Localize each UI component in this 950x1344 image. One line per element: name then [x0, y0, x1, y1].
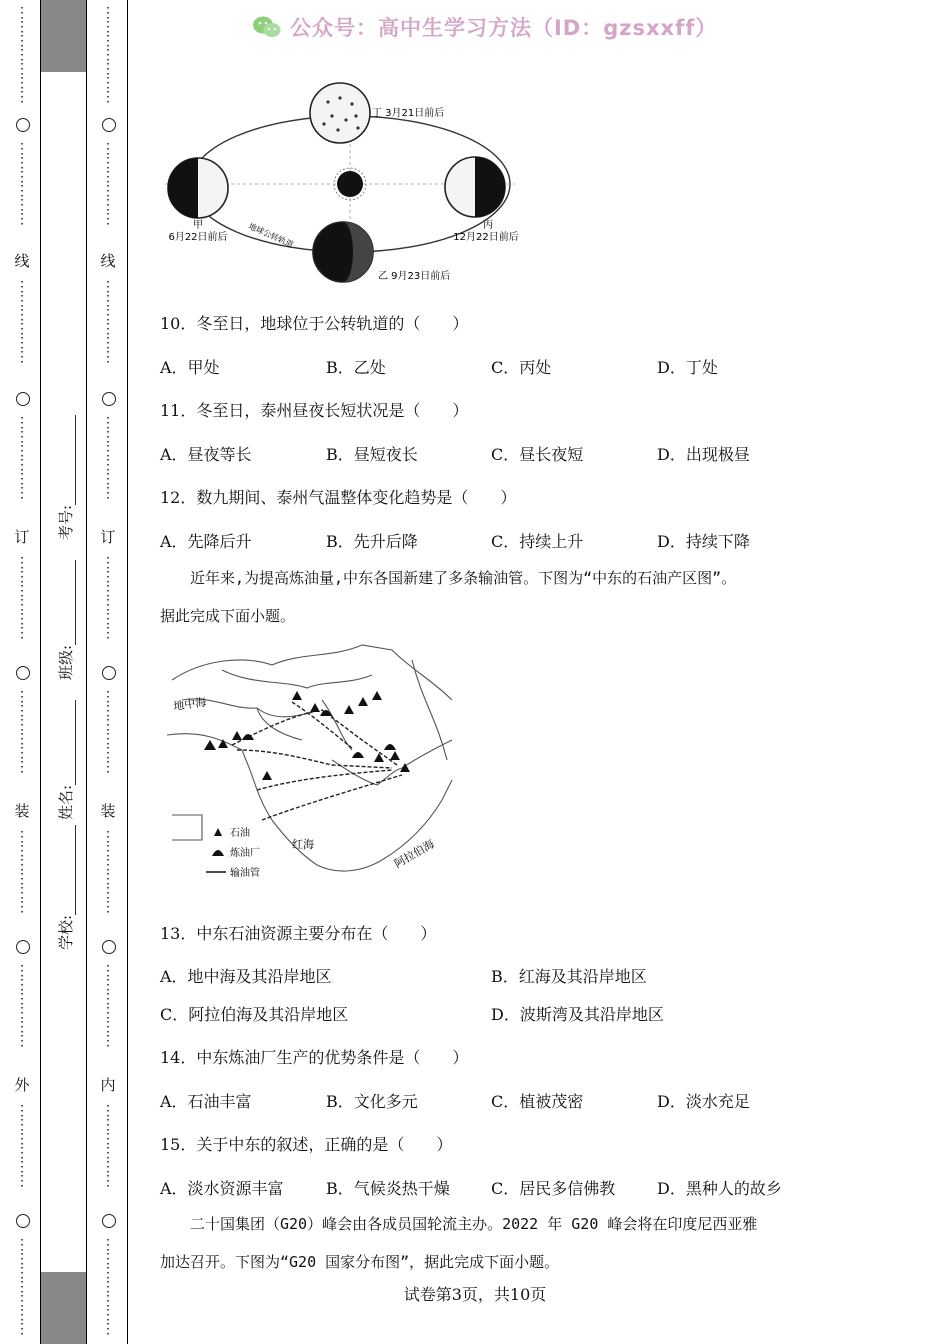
- option-d[interactable]: D．出现极昼: [657, 445, 750, 464]
- question-14: 14．中东炼油厂生产的优势条件是（ ）: [160, 1048, 469, 1067]
- dotted-guide: ⋮ ⋮ ⋮ ⋮ ⋮ ⋮: [101, 689, 115, 775]
- option-d[interactable]: D．淡水充足: [657, 1092, 750, 1111]
- option-b[interactable]: B．气候炎热干燥: [326, 1179, 450, 1198]
- map-legend: [206, 826, 260, 879]
- watermark: [252, 12, 717, 42]
- dotted-guide: ⋮ ⋮ ⋮ ⋮ ⋮ ⋮ ⋮: [101, 1237, 115, 1337]
- option-a[interactable]: A．石油丰富: [160, 1092, 252, 1111]
- binding-char-zhuang: 装: [14, 802, 30, 820]
- option-a[interactable]: A．昼夜等长: [160, 445, 252, 464]
- school-field[interactable]: [55, 825, 76, 950]
- dotted-guide: ⋮ ⋮ ⋮ ⋮ ⋮ ⋮: [101, 279, 115, 365]
- binding-char-ding-inner: 订: [100, 528, 116, 546]
- option-d[interactable]: D．丁处: [657, 358, 718, 377]
- exam-no-label: 考号:: [57, 504, 75, 540]
- dotted-guide: ⋮ ⋮ ⋮ ⋮ ⋮ ⋮ ⋮: [101, 5, 115, 105]
- binding-circle: [16, 940, 30, 954]
- legend-pipeline: 输油管: [230, 868, 260, 879]
- dotted-guide: ⋮ ⋮ ⋮ ⋮ ⋮ ⋮ ⋮: [15, 1237, 29, 1337]
- middle-east-oil-map: [162, 640, 457, 895]
- option-b[interactable]: B．红海及其沿岸地区: [491, 967, 647, 986]
- name-label: 姓名:: [57, 784, 75, 820]
- earth-yi: [313, 222, 373, 282]
- earth-jia: [168, 158, 228, 218]
- option-a[interactable]: A．甲处: [160, 358, 220, 377]
- option-a[interactable]: A．先降后升: [160, 532, 252, 551]
- option-a[interactable]: A．淡水资源丰富: [160, 1179, 284, 1198]
- school-label: 学校:: [57, 914, 75, 950]
- dotted-guide: ⋮ ⋮ ⋮ ⋮ ⋮ ⋮: [15, 279, 29, 365]
- question-13: 13．中东石油资源主要分布在（ ）: [160, 924, 437, 943]
- option-b[interactable]: B．昼短夜长: [326, 445, 418, 464]
- binding-circle: [16, 1214, 30, 1228]
- option-c[interactable]: C．丙处: [491, 358, 552, 377]
- class-field[interactable]: [55, 560, 76, 680]
- label-bing-date: 12月22日前后: [453, 232, 519, 243]
- option-d[interactable]: D．持续下降: [657, 532, 750, 551]
- option-b[interactable]: B．先升后降: [326, 532, 418, 551]
- dotted-guide: ⋮ ⋮ ⋮ ⋮ ⋮ ⋮: [15, 829, 29, 915]
- binding-circle: [16, 392, 30, 406]
- earth-orbit-figure: [160, 80, 530, 295]
- passage-1-line-1: 近年来,为提高炼油量,中东各国新建了多条输油管。下图为“中东的石油产区图”。: [190, 569, 737, 587]
- dotted-guide: ⋮ ⋮ ⋮ ⋮ ⋮ ⋮: [15, 141, 29, 227]
- class-label: 班级:: [57, 644, 75, 680]
- option-c[interactable]: C．居民多信佛教: [491, 1179, 616, 1198]
- wechat-icon: [252, 14, 282, 40]
- oil-fields: [204, 691, 410, 780]
- question-15: 15．关于中东的叙述，正确的是（ ）: [160, 1135, 453, 1154]
- option-c[interactable]: C．昼长夜短: [491, 445, 584, 464]
- watermark-text: 公众号：高中生学习方法（ID：gzsxxff）: [290, 16, 718, 40]
- school-blank[interactable]: [61, 825, 76, 915]
- dotted-guide: ⋮ ⋮ ⋮ ⋮ ⋮ ⋮: [101, 1103, 115, 1189]
- passage-2-line-1: 二十国集团（G20）峰会由各成员国轮流主办。2022 年 G20 峰会将在印度尼西亚雅: [190, 1215, 758, 1233]
- binding-circle: [16, 666, 30, 680]
- binding-circle: [102, 392, 116, 406]
- binding-circle: [16, 118, 30, 132]
- dotted-guide: ⋮ ⋮ ⋮ ⋮ ⋮ ⋮: [15, 689, 29, 775]
- option-b[interactable]: B．文化多元: [326, 1092, 418, 1111]
- binding-char-xian-inner: 线: [100, 252, 116, 270]
- binding-char-wai: 外: [14, 1076, 30, 1094]
- label-orbit: 地球公转轨道: [247, 221, 295, 250]
- binding-line-inner: [127, 0, 128, 1344]
- dotted-guide: ⋮ ⋮ ⋮ ⋮ ⋮ ⋮: [15, 415, 29, 501]
- question-10: 10．冬至日，地球位于公转轨道的（ ）: [160, 314, 469, 333]
- passage-2-line-2: 加达召开。下图为“G20 国家分布图”，据此完成下面小题。: [160, 1253, 560, 1271]
- name-blank[interactable]: [61, 700, 76, 785]
- dotted-guide: ⋮ ⋮ ⋮ ⋮ ⋮ ⋮: [101, 415, 115, 501]
- dotted-guide: ⋮ ⋮ ⋮ ⋮ ⋮ ⋮: [15, 963, 29, 1049]
- option-a[interactable]: A．地中海及其沿岸地区: [160, 967, 332, 986]
- binding-circle: [102, 118, 116, 132]
- label-ding: 丁 3月21日前后: [372, 108, 445, 119]
- exam-no-field[interactable]: [55, 415, 76, 540]
- option-b[interactable]: B．乙处: [326, 358, 386, 377]
- label-jia-name: 甲: [193, 220, 203, 231]
- binding-circle: [102, 940, 116, 954]
- dotted-guide: ⋮ ⋮ ⋮ ⋮ ⋮ ⋮: [15, 1103, 29, 1189]
- label-jia-date: 6月22日前后: [168, 232, 228, 243]
- passage-1-line-2: 据此完成下面小题。: [160, 607, 296, 625]
- earth-ding: [310, 83, 370, 143]
- binding-char-ding: 订: [14, 528, 30, 546]
- exam-no-blank[interactable]: [61, 415, 76, 505]
- option-c[interactable]: C．植被茂密: [491, 1092, 584, 1111]
- legend-refinery-icon: [212, 850, 224, 856]
- label-yi: 乙 9月23日前后: [378, 271, 451, 282]
- class-blank[interactable]: [61, 560, 76, 645]
- dotted-guide: ⋮ ⋮ ⋮ ⋮ ⋮ ⋮: [101, 141, 115, 227]
- binding-gray-top: [41, 0, 86, 72]
- dotted-guide: ⋮ ⋮ ⋮ ⋮ ⋮ ⋮: [101, 555, 115, 641]
- name-field[interactable]: [55, 700, 76, 820]
- label-mediterranean: 地中海: [172, 695, 208, 713]
- option-c[interactable]: C．持续上升: [491, 532, 584, 551]
- label-red-sea: 红海: [292, 838, 314, 851]
- option-c[interactable]: C．阿拉伯海及其沿岸地区: [160, 1005, 349, 1024]
- binding-circle: [102, 1214, 116, 1228]
- legend-oil: 石油: [230, 828, 250, 839]
- dotted-guide: ⋮ ⋮ ⋮ ⋮ ⋮ ⋮ ⋮: [15, 5, 29, 105]
- dotted-guide: ⋮ ⋮ ⋮ ⋮ ⋮ ⋮: [101, 829, 115, 915]
- option-d[interactable]: D．波斯湾及其沿岸地区: [491, 1005, 664, 1024]
- refineries: [242, 710, 396, 758]
- binding-line-middle: [86, 0, 87, 1344]
- binding-circle: [102, 666, 116, 680]
- earth-bing: [445, 157, 505, 217]
- sun: [334, 168, 366, 200]
- dotted-guide: ⋮ ⋮ ⋮ ⋮ ⋮ ⋮: [15, 555, 29, 641]
- binding-char-zhuang-inner: 装: [100, 802, 116, 820]
- question-11: 11．冬至日，泰州昼夜长短状况是（ ）: [160, 401, 469, 420]
- label-bing-name: 丙: [483, 220, 493, 231]
- legend-refinery: 炼油厂: [230, 848, 260, 859]
- page-footer: 试卷第3页，共10页: [403, 1285, 547, 1304]
- binding-line-outer: [40, 0, 41, 1344]
- binding-char-xian: 线: [14, 252, 30, 270]
- binding-margin: [0, 0, 128, 1344]
- binding-char-nei: 内: [100, 1076, 116, 1094]
- legend-oil-icon: [214, 828, 222, 836]
- label-arabian-sea: 阿拉伯海: [392, 837, 437, 871]
- option-d[interactable]: D．黑种人的故乡: [657, 1179, 782, 1198]
- question-12: 12．数九期间、泰州气温整体变化趋势是（ ）: [160, 488, 517, 507]
- dotted-guide: ⋮ ⋮ ⋮ ⋮ ⋮ ⋮: [101, 963, 115, 1049]
